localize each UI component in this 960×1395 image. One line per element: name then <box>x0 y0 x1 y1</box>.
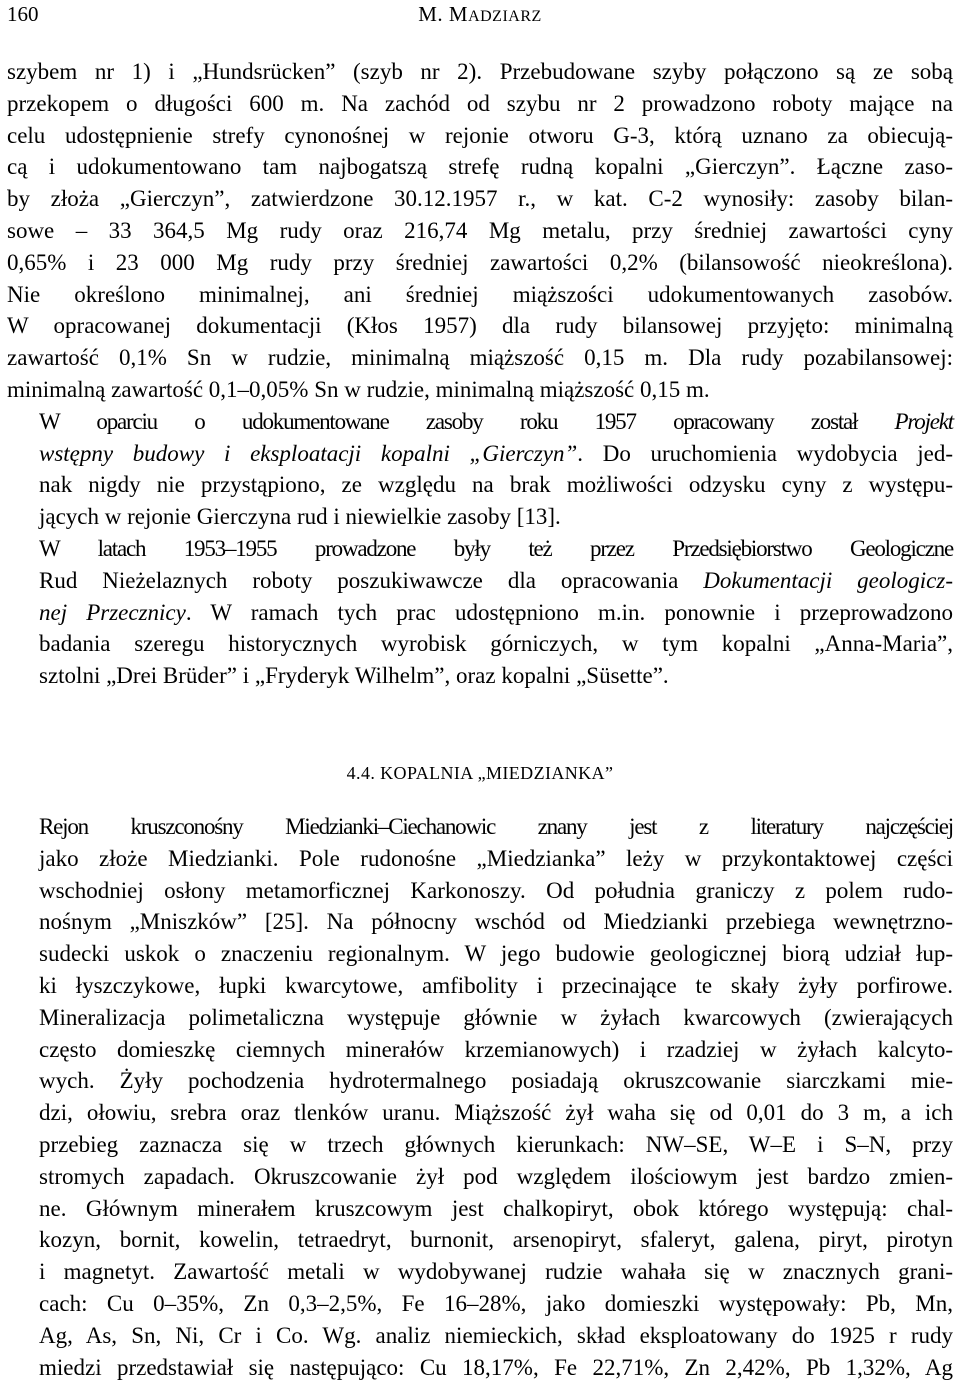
text-line: wych. Żyły pochodzenia hydrotermalnego posiadają okruszcowanie siarczkami mie- <box>39 1068 953 1094</box>
text-run: Rud Nieżelaznych roboty poszukiwawcze dla opracowania <box>39 567 704 593</box>
page-number: 160 <box>7 2 39 26</box>
italic-title-run: nej Przecznicy <box>39 599 186 625</box>
text-line: nak nigdy nie przystąpiono, ze względu na brak możliwości odzysku cyny z występu- <box>39 472 953 498</box>
text-line: sztolni „Drei Brüder” i „Fryderyk Wilhelm”, oraz kopalni „Süsette”. <box>39 663 669 689</box>
paragraph-1 <box>7 56 953 406</box>
italic-title-run: Dokumentacji geologicz- <box>703 567 953 593</box>
italic-title-run: Projekt <box>894 408 953 434</box>
text-line: sowe – 33 364,5 Mg rudy oraz 216,74 Mg metalu, przy średniej zawartości cyny <box>7 217 953 243</box>
text-line: miedzi przedstawiał się następująco: Cu 18,17%, Fe 22,71%, Zn 2,42%, Pb 1,32%, Ag <box>39 1354 953 1380</box>
text-line <box>7 406 953 438</box>
text-line: Nie określono minimalnej, ani średniej miąższości udokumentowanych zasobów. <box>7 281 953 307</box>
text-line: często domieszkę ciemnych minerałów krzemianowych) i rzadziej w żyłach kalcyto- <box>39 1036 953 1062</box>
text-line: W latach 1953–1955 prowadzone były też przez Przedsiębiorstwo Geologiczne <box>39 535 953 561</box>
text-line: by złoża „Gierczyn”, zatwierdzone 30.12.1957 r., w kat. C-2 wynosiły: zasoby bilan- <box>7 186 953 212</box>
text-line: celu udostępnienie strefy cynonośnej w rejonie otworu G-3, którą uznano za obiecują- <box>7 122 953 148</box>
text-line: ki łyszczykowe, łupki kwarcytowe, amfibolity i przecinające te skały żyły porfirowe. <box>39 972 953 998</box>
paragraph-3 <box>7 533 953 692</box>
text-line: W opracowanej dokumentacji (Kłos 1957) dla rudy bilansowej przyjęto: minimalną <box>7 313 953 339</box>
text-line: stromych zapadach. Okruszcowanie żył pod względem ilościowym jest bardzo zmien- <box>39 1163 953 1189</box>
section-heading: 4.4. KOPALNIA „MIEDZIANKA” <box>346 763 614 783</box>
text-line: jących w rejonie Gierczyna rud i niewielkie zasoby [13]. <box>39 504 561 530</box>
text-line: Mineralizacja polimetaliczna występuje głównie w żyłach kwarcowych (zwierających <box>39 1004 953 1030</box>
text-line: kozyn, bornit, kowelin, tetraedryt, burnonit, arsenopiryt, sfaleryt, galena, piryt, pirotyn <box>39 1227 953 1253</box>
text-line: Rejon kruszconośny Miedzianki–Ciechanowic znany jest z literatury najczęściej <box>39 814 953 839</box>
text-line: i magnetyt. Zawartość metali w wydobywanej rudzie wahała się w znacznych grani- <box>39 1259 953 1285</box>
text-line: dzi, ołowiu, srebra oraz tlenków uranu. Miąższość żył waha się od 0,01 do 3 m, a ich <box>39 1100 953 1126</box>
body-text-section <box>7 811 953 1383</box>
text-line: wschodniej osłony metamorficznej Karkonoszy. Od południa graniczy z polem rudo- <box>39 877 953 903</box>
text-run: . Do uruchomienia wydobycia jed- <box>577 440 953 466</box>
text-run: W oparciu o udokumentowane zasoby roku 1957 opracowany został <box>39 408 895 434</box>
text-line: minimalną zawartość 0,1–0,05% Sn w rudzie, minimalną miąższość 0,15 m. <box>7 376 710 402</box>
running-head-initial: M. M <box>418 2 469 26</box>
text-line <box>7 597 953 629</box>
text-line: ne. Głównym minerałem kruszcowym jest chalkopiryt, obok którego występują: chal- <box>39 1195 953 1221</box>
text-line: zawartość 0,1% Sn w rudzie, minimalną miąższość 0,15 m. Dla rudy pozabilansowej: <box>7 345 953 371</box>
running-head-rest: ADZIARZ <box>468 8 542 25</box>
text-line <box>7 565 953 597</box>
text-line: cach: Cu 0–35%, Zn 0,3–2,5%, Fe 16–28%, jako domieszki występowały: Pb, Mn, <box>39 1290 953 1316</box>
page-header <box>7 0 953 40</box>
text-line: 0,65% i 23 000 Mg rudy przy średniej zawartości 0,2% (bilansowość nieokreślona). <box>7 249 953 275</box>
document-page <box>7 0 953 1380</box>
running-head <box>7 2 953 27</box>
text-line: szybem nr 1) i „Hundsrücken” (szyb nr 2). Przebudowane szyby połączono są ze sobą <box>7 59 953 84</box>
text-line: przekopem o długości 600 m. Na zachód od szybu nr 2 prowadzono roboty mające na <box>7 90 953 116</box>
italic-title-run: wstępny budowy i eksploatacji kopalni „Gierczyn” <box>39 440 578 466</box>
paragraph-2 <box>7 406 953 533</box>
text-line: jako złoże Miedzianki. Pole rudonośne „Miedzianka” leży w przykontaktowej części <box>39 845 953 871</box>
text-line <box>7 438 953 470</box>
text-run: . W ramach tych prac udostępniono m.in. ponownie i przeprowadzono <box>185 599 953 625</box>
text-line: przebieg zaznacza się w trzech głównych kierunkach: NW–SE, W–E i S–N, przy <box>39 1131 953 1157</box>
paragraph-4 <box>7 811 953 1383</box>
text-line: cą i udokumentowano tam najbogatszą strefę rudną kopalni „Gierczyn”. Łączne zaso- <box>7 154 953 180</box>
text-line: Ag, As, Sn, Ni, Cr i Co. Wg. analiz niemieckich, skład eksploatowany do 1925 r rudy <box>39 1322 953 1348</box>
text-line: sudecki uskok o znaczeniu regionalnym. W jego budowie geologicznej biorą udział łup- <box>39 941 953 967</box>
text-line: badania szeregu historycznych wyrobisk górniczych, w tym kopalni „Anna-Maria”, <box>39 631 953 657</box>
text-line: nośnym „Mniszków” [25]. Na północny wschód od Miedzianki przebiega wewnętrzno- <box>39 909 953 935</box>
body-text-top <box>7 56 953 692</box>
